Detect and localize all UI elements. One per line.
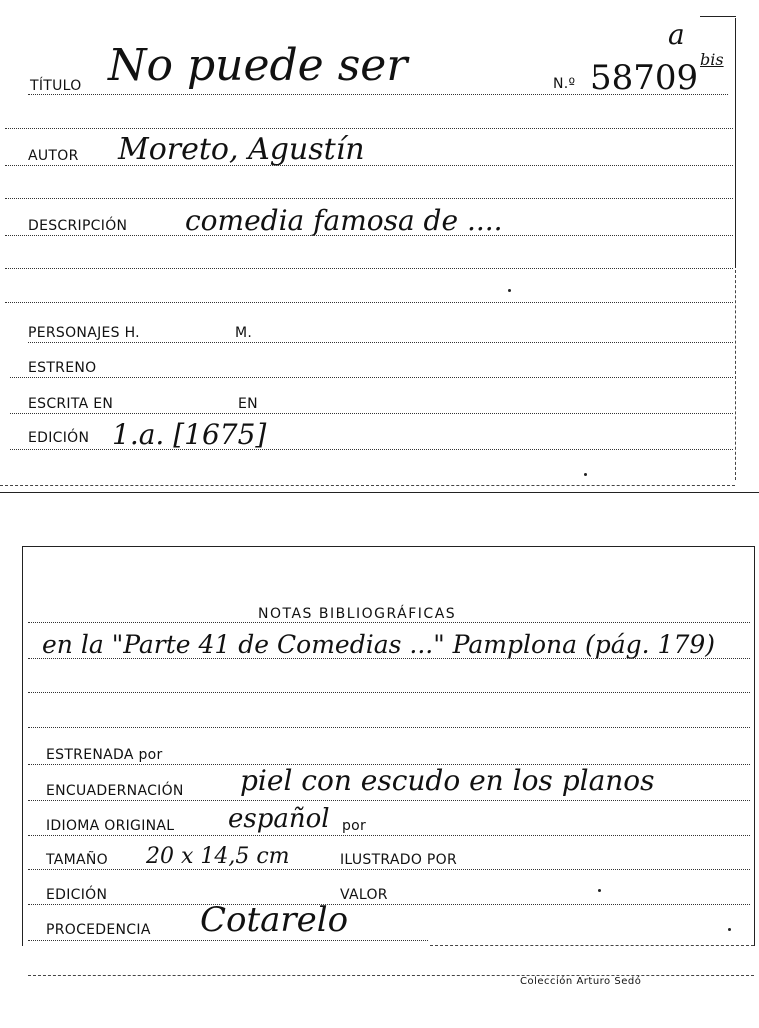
descripcion-value: comedia famosa de ....	[185, 204, 503, 237]
idioma-value: español	[228, 804, 330, 834]
idioma-por: por	[342, 818, 367, 834]
escrita-label: ESCRITA EN	[28, 396, 114, 412]
estreno-line	[10, 377, 733, 378]
scan-speck	[728, 928, 731, 931]
ilustrado-label: ILUSTRADO POR	[340, 852, 457, 868]
estreno-label: ESTRENO	[28, 360, 97, 376]
procedencia-line	[28, 940, 428, 941]
card1-right-edge	[735, 18, 736, 268]
notas-value: en la "Parte 41 de Comedias ..." Pamplona (pág. 179)	[42, 630, 716, 659]
card1-right-dash	[735, 270, 736, 480]
card1-bottom-edge	[0, 485, 735, 486]
tamano-label: TAMAÑO	[46, 852, 108, 868]
notas-line-1	[28, 658, 750, 659]
idioma-label: IDIOMA ORIGINAL	[46, 818, 175, 834]
encuadernacion-value: piel con escudo en los planos	[240, 764, 655, 797]
personajes-m-label: M.	[235, 325, 253, 341]
escrita-en-label: EN	[238, 396, 258, 412]
encuadernacion-line	[28, 800, 750, 801]
autor-value: Moreto, Agustín	[118, 132, 365, 167]
card1-line-4	[5, 198, 733, 199]
card2-top-edge	[22, 546, 754, 547]
titulo-label: TÍTULO	[30, 78, 82, 94]
edicion2-line	[28, 904, 750, 905]
numero-label: N.º	[553, 76, 576, 92]
notas-line-3	[28, 727, 750, 728]
card1-top-edge	[700, 16, 736, 17]
personajes-line	[28, 342, 733, 343]
notas-title: NOTAS BIBLIOGRÁFICAS	[258, 606, 457, 622]
escrita-line	[10, 413, 733, 414]
valor-label: VALOR	[340, 887, 388, 903]
descripcion-label: DESCRIPCIÓN	[28, 218, 128, 234]
card2-right-edge	[754, 546, 755, 946]
personajes-label: PERSONAJES H.	[28, 325, 140, 341]
edicion-value: 1.a. [1675]	[112, 418, 267, 451]
card1-line-7	[5, 302, 733, 303]
estrenada-label: ESTRENADA por	[46, 747, 163, 763]
encuadernacion-label: ENCUADERNACIÓN	[46, 783, 184, 799]
numero-sup-a: a	[668, 18, 685, 51]
procedencia-value: Cotarelo	[200, 900, 349, 940]
scan-speck	[508, 289, 511, 292]
edicion2-label: EDICIÓN	[46, 887, 108, 903]
procedencia-label: PROCEDENCIA	[46, 922, 151, 938]
card2-bottom-edge	[430, 945, 754, 946]
card1-line-2	[5, 128, 733, 129]
edicion-label: EDICIÓN	[28, 430, 90, 446]
descripcion-line	[5, 235, 733, 236]
notas-title-line	[28, 622, 750, 623]
tamano-line	[28, 869, 750, 870]
card2-lower-dash	[28, 975, 754, 976]
card-separator-line	[0, 492, 759, 493]
coleccion-footer: Colección Arturo Sedó	[520, 976, 642, 987]
card1-line-6	[5, 268, 733, 269]
autor-line	[5, 165, 733, 166]
edicion-line	[10, 449, 733, 450]
idioma-line	[28, 835, 750, 836]
numero-sup-bis: bis	[700, 50, 724, 69]
autor-label: AUTOR	[28, 148, 79, 164]
titulo-value: No puede ser	[108, 40, 408, 91]
notas-line-2	[28, 692, 750, 693]
scan-speck	[598, 889, 601, 892]
numero-value: 58709	[590, 58, 699, 98]
card2-left-edge	[22, 546, 23, 946]
tamano-value: 20 x 14,5 cm	[146, 844, 290, 869]
scan-speck	[584, 473, 587, 476]
